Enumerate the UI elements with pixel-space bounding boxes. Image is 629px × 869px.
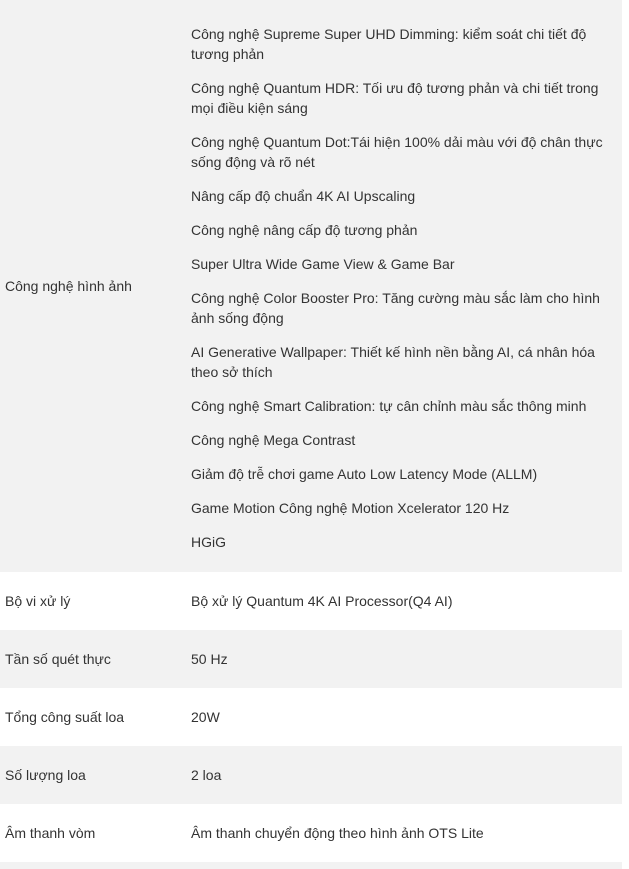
spec-label: Tần số quét thực [0, 630, 191, 688]
spec-value: 50 Hz [191, 630, 622, 688]
spec-label: Tổng công suất loa [0, 688, 191, 746]
spec-value: 20W [191, 688, 622, 746]
spec-label: Bộ vi xử lý [0, 572, 191, 630]
feature-item: Nâng cấp độ chuẩn 4K AI Upscaling [191, 188, 416, 204]
spec-value: Bộ xử lý Quantum 4K AI Processor(Q4 AI) [191, 572, 622, 630]
table-bottom-divider [0, 862, 622, 869]
feature-item: Super Ultra Wide Game View & Game Bar [191, 256, 455, 272]
feature-item: Công nghệ Color Booster Pro: Tăng cường màu sắc làm cho hình ảnh sống động [191, 290, 600, 326]
feature-item: Giảm độ trễ chơi game Auto Low Latency Mode (ALLM) [191, 466, 538, 482]
feature-item: Công nghệ Mega Contrast [191, 432, 356, 448]
spec-value: Âm thanh chuyển động theo hình ảnh OTS Lite [191, 804, 622, 862]
feature-item: Công nghệ nâng cấp độ tương phản [191, 222, 418, 238]
spec-row-refresh-rate [0, 630, 622, 688]
feature-item: Công nghệ Quantum HDR: Tối ưu độ tương phản và chi tiết trong mọi điều kiện sáng [191, 80, 599, 116]
spec-label: Công nghệ hình ảnh [0, 0, 191, 572]
feature-item: Game Motion Công nghệ Motion Xcelerator 120 Hz [191, 500, 510, 516]
spec-row-speaker-power [0, 688, 622, 746]
spec-row-processor [0, 572, 622, 630]
feature-item: AI Generative Wallpaper: Thiết kế hình nền bằng AI, cá nhân hóa theo sở thích [191, 344, 595, 380]
spec-label: Âm thanh vòm [0, 804, 191, 862]
spec-row-surround-sound [0, 804, 622, 862]
feature-item: HGiG [191, 534, 226, 550]
feature-item: Công nghệ Smart Calibration: tự cân chỉnh màu sắc thông minh [191, 398, 587, 414]
spec-label: Số lượng loa [0, 746, 191, 804]
spec-value: 2 loa [191, 746, 622, 804]
spec-value-list [191, 0, 622, 572]
spec-row-speaker-count [0, 746, 622, 804]
feature-item: Công nghệ Quantum Dot:Tái hiện 100% dải màu với độ chân thực sống động và rõ nét [191, 134, 603, 170]
feature-item: Công nghệ Supreme Super UHD Dimming: kiểm soát chi tiết độ tương phản [191, 26, 587, 62]
